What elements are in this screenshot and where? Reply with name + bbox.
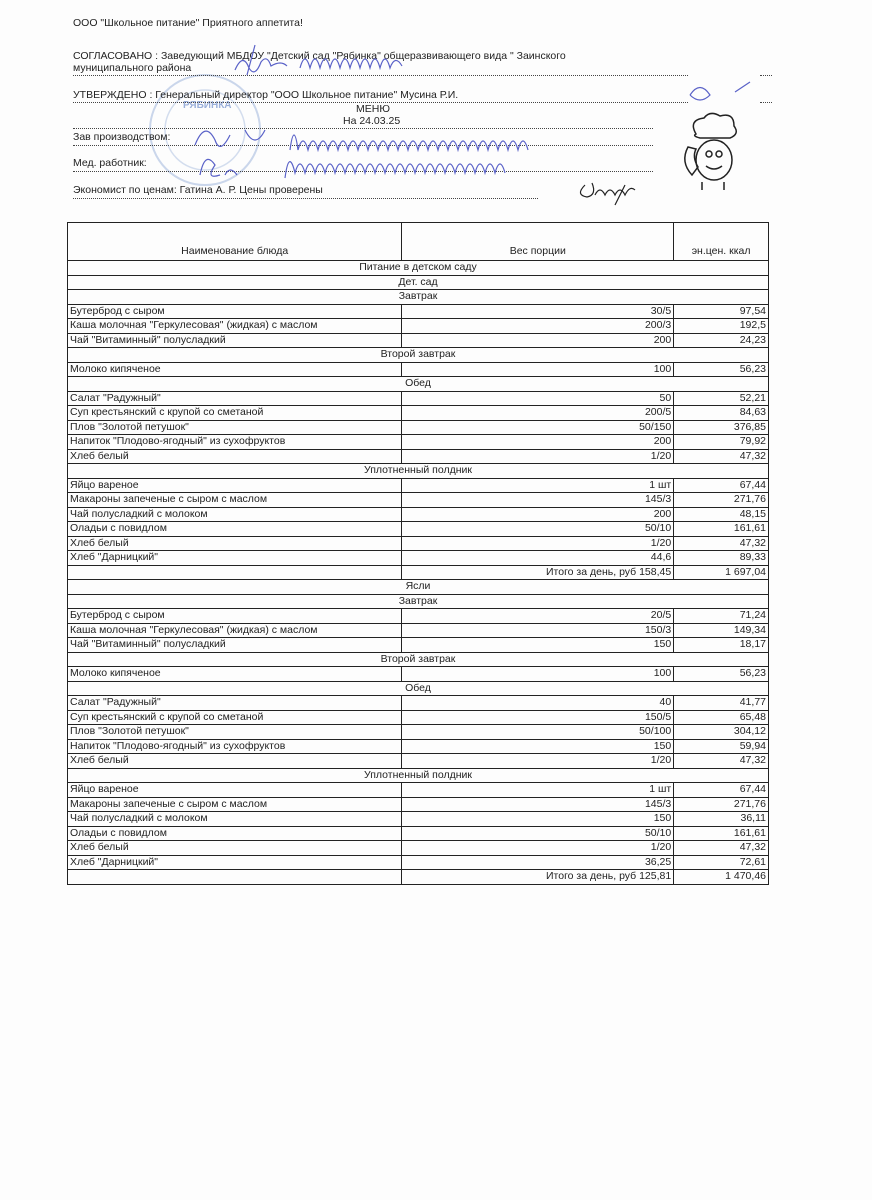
- energy-kcal: 271,76: [674, 493, 769, 508]
- energy-kcal: 376,85: [674, 420, 769, 435]
- dish-name: Салат "Радужный": [68, 696, 402, 711]
- dish-name: Суп крестьянский с крупой со сметаной: [68, 406, 402, 421]
- energy-kcal: 161,61: [674, 826, 769, 841]
- table-row: [68, 362, 769, 377]
- dish-name: Яйцо вареное: [68, 783, 402, 798]
- portion-weight: Итого за день, руб 125,81: [402, 870, 674, 885]
- table-row: [68, 638, 769, 653]
- dish-name: Оладьи с повидлом: [68, 826, 402, 841]
- dish-name: Чай полусладкий с молоком: [68, 507, 402, 522]
- portion-weight: 200/5: [402, 406, 674, 421]
- energy-kcal: 52,21: [674, 391, 769, 406]
- table-row: [68, 725, 769, 740]
- table-row: [68, 783, 769, 798]
- energy-kcal: 65,48: [674, 710, 769, 725]
- total-row: [68, 565, 769, 580]
- section-label: Завтрак: [68, 290, 769, 305]
- section-header-row: [68, 348, 769, 363]
- table-header-row: [68, 223, 769, 261]
- section-header-row: [68, 290, 769, 305]
- table-row: [68, 536, 769, 551]
- agreed-line: СОГЛАСОВАНО : Заведующий МБДОУ "Детский сад "Рябинка" общеразвивающего вида " Заинского: [73, 50, 566, 62]
- section-label: Питание в детском саду: [68, 261, 769, 276]
- energy-kcal: 1 697,04: [674, 565, 769, 580]
- table-row: [68, 333, 769, 348]
- portion-weight: 50/10: [402, 522, 674, 537]
- column-header-kcal: эн.цен. ккал: [674, 223, 769, 261]
- section-label: Второй завтрак: [68, 652, 769, 667]
- section-header-row: [68, 275, 769, 290]
- chef-mascot-icon: [676, 112, 748, 192]
- approved-line: УТВЕРЖДЕНО : Генеральный директор "ООО Школьное питание" Мусина Р.И.: [73, 89, 459, 101]
- dish-name: [68, 565, 402, 580]
- energy-kcal: 56,23: [674, 667, 769, 682]
- dish-name: Бутерброд с сыром: [68, 609, 402, 624]
- portion-weight: 200/3: [402, 319, 674, 334]
- table-row: [68, 696, 769, 711]
- section-label: Уплотненный полдник: [68, 768, 769, 783]
- menu-date: На 24.03.25: [343, 115, 401, 127]
- section-label: Дет. сад: [68, 275, 769, 290]
- table-row: [68, 841, 769, 856]
- dish-name: Суп крестьянский с крупой со сметаной: [68, 710, 402, 725]
- energy-kcal: 84,63: [674, 406, 769, 421]
- energy-kcal: 149,34: [674, 623, 769, 638]
- portion-weight: 100: [402, 362, 674, 377]
- table-row: [68, 551, 769, 566]
- dish-name: Бутерброд с сыром: [68, 304, 402, 319]
- portion-weight: 1/20: [402, 841, 674, 856]
- portion-weight: 1 шт: [402, 783, 674, 798]
- energy-kcal: 67,44: [674, 478, 769, 493]
- dish-name: Каша молочная "Геркулесовая" (жидкая) с маслом: [68, 319, 402, 334]
- portion-weight: 150/5: [402, 710, 674, 725]
- dish-name: Оладьи с повидлом: [68, 522, 402, 537]
- production-head-label: Зав производством:: [73, 131, 171, 143]
- portion-weight: 200: [402, 507, 674, 522]
- dish-name: Яйцо вареное: [68, 478, 402, 493]
- portion-weight: 150: [402, 638, 674, 653]
- energy-kcal: 41,77: [674, 696, 769, 711]
- table-row: [68, 797, 769, 812]
- section-header-row: [68, 377, 769, 392]
- dish-name: Чай "Витаминный" полусладкий: [68, 333, 402, 348]
- section-header-row: [68, 594, 769, 609]
- energy-kcal: 48,15: [674, 507, 769, 522]
- energy-kcal: 79,92: [674, 435, 769, 450]
- energy-kcal: 192,5: [674, 319, 769, 334]
- portion-weight: 150: [402, 812, 674, 827]
- table-row: [68, 623, 769, 638]
- portion-weight: 20/5: [402, 609, 674, 624]
- energy-kcal: 89,33: [674, 551, 769, 566]
- table-row: [68, 449, 769, 464]
- table-row: [68, 304, 769, 319]
- energy-kcal: 47,32: [674, 536, 769, 551]
- table-row: [68, 754, 769, 769]
- table-row: [68, 739, 769, 754]
- section-label: Уплотненный полдник: [68, 464, 769, 479]
- portion-weight: 50/100: [402, 725, 674, 740]
- economist-line: Экономист по ценам: Гатина А. Р. Цены проверены: [73, 184, 323, 196]
- dish-name: Хлеб белый: [68, 536, 402, 551]
- dish-name: [68, 870, 402, 885]
- dish-name: Молоко кипяченое: [68, 667, 402, 682]
- table-row: [68, 391, 769, 406]
- portion-weight: 1/20: [402, 536, 674, 551]
- portion-weight: 30/5: [402, 304, 674, 319]
- medic-label: Мед. работник:: [73, 157, 147, 169]
- energy-kcal: 59,94: [674, 739, 769, 754]
- table-row: [68, 826, 769, 841]
- table-row: [68, 812, 769, 827]
- section-label: Обед: [68, 377, 769, 392]
- energy-kcal: 71,24: [674, 609, 769, 624]
- portion-weight: 145/3: [402, 493, 674, 508]
- energy-kcal: 18,17: [674, 638, 769, 653]
- agreed-line-2: муниципального района: [73, 62, 192, 74]
- dish-name: Хлеб белый: [68, 754, 402, 769]
- section-header-row: [68, 652, 769, 667]
- section-label: Второй завтрак: [68, 348, 769, 363]
- dish-name: Хлеб белый: [68, 449, 402, 464]
- section-header-row: [68, 681, 769, 696]
- energy-kcal: 47,32: [674, 449, 769, 464]
- portion-weight: 40: [402, 696, 674, 711]
- energy-kcal: 24,23: [674, 333, 769, 348]
- company-line: ООО "Школьное питание" Приятного аппетита!: [73, 17, 303, 29]
- table-row: [68, 507, 769, 522]
- dish-name: Чай полусладкий с молоком: [68, 812, 402, 827]
- portion-weight: 50/10: [402, 826, 674, 841]
- table-row: [68, 609, 769, 624]
- dish-name: Плов "Золотой петушок": [68, 725, 402, 740]
- table-row: [68, 420, 769, 435]
- stamp-text: РЯБИНКА: [183, 100, 232, 111]
- portion-weight: 145/3: [402, 797, 674, 812]
- table-row: [68, 493, 769, 508]
- energy-kcal: 67,44: [674, 783, 769, 798]
- portion-weight: 150: [402, 739, 674, 754]
- table-row: [68, 667, 769, 682]
- table-row: [68, 710, 769, 725]
- dish-name: Макароны запеченые с сыром с маслом: [68, 797, 402, 812]
- energy-kcal: 56,23: [674, 362, 769, 377]
- portion-weight: 36,25: [402, 855, 674, 870]
- section-label: Обед: [68, 681, 769, 696]
- portion-weight: 1/20: [402, 754, 674, 769]
- portion-weight: 100: [402, 667, 674, 682]
- portion-weight: 150/3: [402, 623, 674, 638]
- portion-weight: 200: [402, 435, 674, 450]
- energy-kcal: 304,12: [674, 725, 769, 740]
- portion-weight: 50/150: [402, 420, 674, 435]
- total-row: [68, 870, 769, 885]
- dish-name: Каша молочная "Геркулесовая" (жидкая) с маслом: [68, 623, 402, 638]
- table-row: [68, 855, 769, 870]
- dish-name: Хлеб "Дарницкий": [68, 551, 402, 566]
- section-header-row: [68, 768, 769, 783]
- dish-name: Хлеб "Дарницкий": [68, 855, 402, 870]
- portion-weight: 1 шт: [402, 478, 674, 493]
- dish-name: Плов "Золотой петушок": [68, 420, 402, 435]
- portion-weight: 1/20: [402, 449, 674, 464]
- energy-kcal: 47,32: [674, 841, 769, 856]
- column-header-weight: Вес порции: [402, 223, 674, 261]
- portion-weight: 50: [402, 391, 674, 406]
- dish-name: Чай "Витаминный" полусладкий: [68, 638, 402, 653]
- column-header-dish: Наименование блюда: [68, 223, 402, 261]
- dish-name: Напиток "Плодово-ягодный" из сухофруктов: [68, 435, 402, 450]
- section-label: Завтрак: [68, 594, 769, 609]
- section-header-row: [68, 580, 769, 595]
- table-row: [68, 406, 769, 421]
- energy-kcal: 161,61: [674, 522, 769, 537]
- menu-table: [67, 222, 769, 885]
- energy-kcal: 271,76: [674, 797, 769, 812]
- menu-title: МЕНЮ: [356, 103, 390, 115]
- section-header-row: [68, 464, 769, 479]
- portion-weight: 200: [402, 333, 674, 348]
- energy-kcal: 47,32: [674, 754, 769, 769]
- table-row: [68, 319, 769, 334]
- energy-kcal: 97,54: [674, 304, 769, 319]
- energy-kcal: 1 470,46: [674, 870, 769, 885]
- dish-name: Хлеб белый: [68, 841, 402, 856]
- section-header-row: [68, 261, 769, 276]
- energy-kcal: 36,11: [674, 812, 769, 827]
- table-row: [68, 522, 769, 537]
- energy-kcal: 72,61: [674, 855, 769, 870]
- portion-weight: 44,6: [402, 551, 674, 566]
- table-row: [68, 435, 769, 450]
- dish-name: Молоко кипяченое: [68, 362, 402, 377]
- dish-name: Салат "Радужный": [68, 391, 402, 406]
- portion-weight: Итого за день, руб 158,45: [402, 565, 674, 580]
- table-row: [68, 478, 769, 493]
- dish-name: Напиток "Плодово-ягодный" из сухофруктов: [68, 739, 402, 754]
- section-label: Ясли: [68, 580, 769, 595]
- dish-name: Макароны запеченые с сыром с маслом: [68, 493, 402, 508]
